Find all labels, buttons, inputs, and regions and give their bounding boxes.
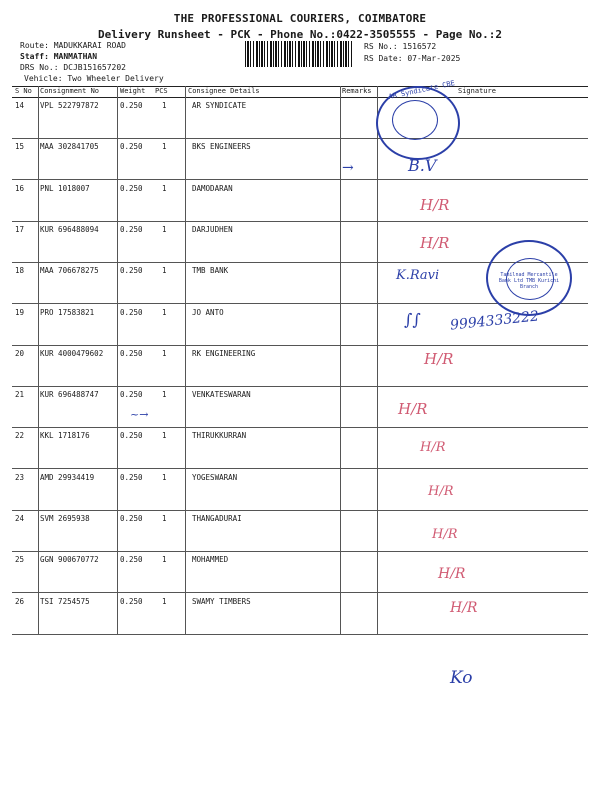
table-row (12, 346, 588, 386)
runsheet-title: Delivery Runsheet - PCK - Phone No.:0422-3505555 - Page No.:2 (98, 28, 502, 41)
hir-mark: H/R (398, 400, 428, 418)
row-consignee: DARJUDHEN (192, 225, 233, 234)
row-sno: 25 (15, 555, 25, 564)
row-consignee: TMB BANK (192, 266, 229, 275)
stamp-text: Tamilnad Mercantile Bank Ltd TMB Kurichi Branch (498, 272, 560, 290)
row-sno: 24 (15, 514, 25, 523)
rs-date: RS Date: 07-Mar-2025 (364, 54, 461, 63)
row-consignment: MAA 302841705 (40, 142, 99, 151)
phone-number: 9994333222 (449, 308, 540, 334)
row-consignment: SVM 2695938 (40, 514, 90, 523)
row-pcs: 1 (162, 142, 167, 151)
row-sno: 23 (15, 473, 25, 482)
row-divider (12, 634, 588, 635)
row-pcs: 1 (162, 101, 167, 110)
tmb-bank-stamp (486, 240, 572, 316)
row-weight: 0.250 (120, 142, 143, 151)
row-consignment: KUR 4000479602 (40, 349, 104, 358)
row-weight: 0.250 (120, 308, 143, 317)
row-weight: 0.250 (120, 473, 143, 482)
row-sno: 21 (15, 390, 25, 399)
table-row (12, 181, 588, 221)
row-consignee: BKS ENGINEERS (192, 142, 251, 151)
row-sno: 20 (15, 349, 25, 358)
signature-bv: B.V (408, 156, 437, 175)
pen-scribble: ~→ (130, 408, 149, 421)
table-row (12, 305, 588, 345)
row-consignment: PRO 17583821 (40, 308, 95, 317)
table-row (12, 470, 588, 510)
row-pcs: 1 (162, 555, 167, 564)
row-weight: 0.250 (120, 514, 143, 523)
row-weight: 0.250 (120, 597, 143, 606)
row-consignment: VPL 522797872 (40, 101, 99, 110)
initials-bottom: Ko (450, 668, 473, 688)
row-sno: 26 (15, 597, 25, 606)
company-title: THE PROFESSIONAL COURIERS, COIMBATORE (173, 12, 427, 25)
row-sno: 19 (15, 308, 25, 317)
col-signature: Signature (458, 87, 496, 95)
table-row (12, 428, 588, 468)
row-consignee: AR SYNDICATE (192, 101, 247, 110)
row-weight: 0.250 (120, 431, 143, 440)
row-pcs: 1 (162, 184, 167, 193)
table-row (12, 98, 588, 138)
row-consignee: RK ENGINEERING (192, 349, 256, 358)
hir-mark: H/R (420, 440, 446, 455)
row-consignee: THANGADURAI (192, 514, 242, 523)
hir-mark: H/R (450, 600, 478, 616)
row-weight: 0.250 (120, 184, 143, 193)
row-pcs: 1 (162, 514, 167, 523)
table-row (12, 387, 588, 427)
table-header (12, 86, 588, 97)
row-pcs: 1 (162, 266, 167, 275)
row-consignment: KUR 696488094 (40, 225, 99, 234)
row-consignment: KUR 696488747 (40, 390, 99, 399)
row-consignee: SWAMY TIMBERS (192, 597, 251, 606)
row-sno: 16 (15, 184, 25, 193)
hir-mark: H/R (428, 484, 454, 499)
row-pcs: 1 (162, 349, 167, 358)
row-consignee: THIRUKKURRAN (192, 431, 247, 440)
table-row (12, 594, 588, 634)
row-divider (12, 468, 588, 469)
hir-mark: H/R (438, 566, 466, 582)
row-consignment: GGN 900670772 (40, 555, 99, 564)
row-weight: 0.250 (120, 266, 143, 275)
signature-mark: ∫∫ (404, 310, 421, 329)
row-divider (12, 179, 588, 180)
row-sno: 22 (15, 431, 25, 440)
col-consignment: Consignment No (40, 87, 100, 95)
signature-kravi: K.Ravi (396, 268, 440, 283)
ar-syndicate-stamp (376, 79, 460, 160)
row-pcs: 1 (162, 308, 167, 317)
hir-mark: H/R (432, 527, 458, 542)
row-consignee: VENKATESWARAN (192, 390, 251, 399)
stamp-text: AR Syndicate CBE (387, 79, 456, 101)
arrow-mark: → (342, 160, 354, 176)
row-consignee: JO ANTO (192, 308, 224, 317)
row-sno: 15 (15, 142, 25, 151)
col-consignee: Consignee Details (188, 87, 260, 95)
row-consignee: YOGESWARAN (192, 473, 238, 482)
row-weight: 0.250 (120, 225, 143, 234)
row-consignment: MAA 706678275 (40, 266, 99, 275)
row-pcs: 1 (162, 473, 167, 482)
row-sno: 17 (15, 225, 25, 234)
col-pcs: PCS (155, 87, 168, 95)
row-pcs: 1 (162, 431, 167, 440)
row-sno: 18 (15, 266, 25, 275)
row-consignee: MOHAMMED (192, 555, 229, 564)
row-divider (12, 592, 588, 593)
col-remarks: Remarks (342, 87, 372, 95)
row-weight: 0.250 (120, 390, 143, 399)
hir-mark: H/R (420, 196, 450, 214)
row-weight: 0.250 (120, 555, 143, 564)
staff: Staff: MANMATHAN (20, 52, 98, 61)
hir-mark: H/R (424, 350, 454, 368)
vehicle: Vehicle: Two Wheeler Delivery (24, 74, 164, 83)
row-consignment: PNL 1018007 (40, 184, 90, 193)
row-consignment: TSI 7254575 (40, 597, 90, 606)
row-weight: 0.250 (120, 101, 143, 110)
rs-number: RS No.: 1516572 (364, 42, 437, 51)
row-consignment: KKL 1718176 (40, 431, 90, 440)
col-weight: Weight (120, 87, 146, 95)
row-consignee: DAMODARAN (192, 184, 233, 193)
route: Route: MADUKKARAI ROAD (20, 41, 126, 50)
col-sno: S No (15, 87, 32, 95)
row-pcs: 1 (162, 390, 167, 399)
hir-mark: H/R (420, 234, 450, 252)
row-consignment: AMD 29934419 (40, 473, 95, 482)
row-pcs: 1 (162, 225, 167, 234)
table-row (12, 552, 588, 592)
row-sno: 14 (15, 101, 25, 110)
row-weight: 0.250 (120, 349, 143, 358)
row-pcs: 1 (162, 597, 167, 606)
table-row (12, 511, 588, 551)
barcode (245, 41, 353, 67)
table-row (12, 139, 588, 179)
drs-number: DRS No.: DCJB151657202 (20, 63, 126, 72)
